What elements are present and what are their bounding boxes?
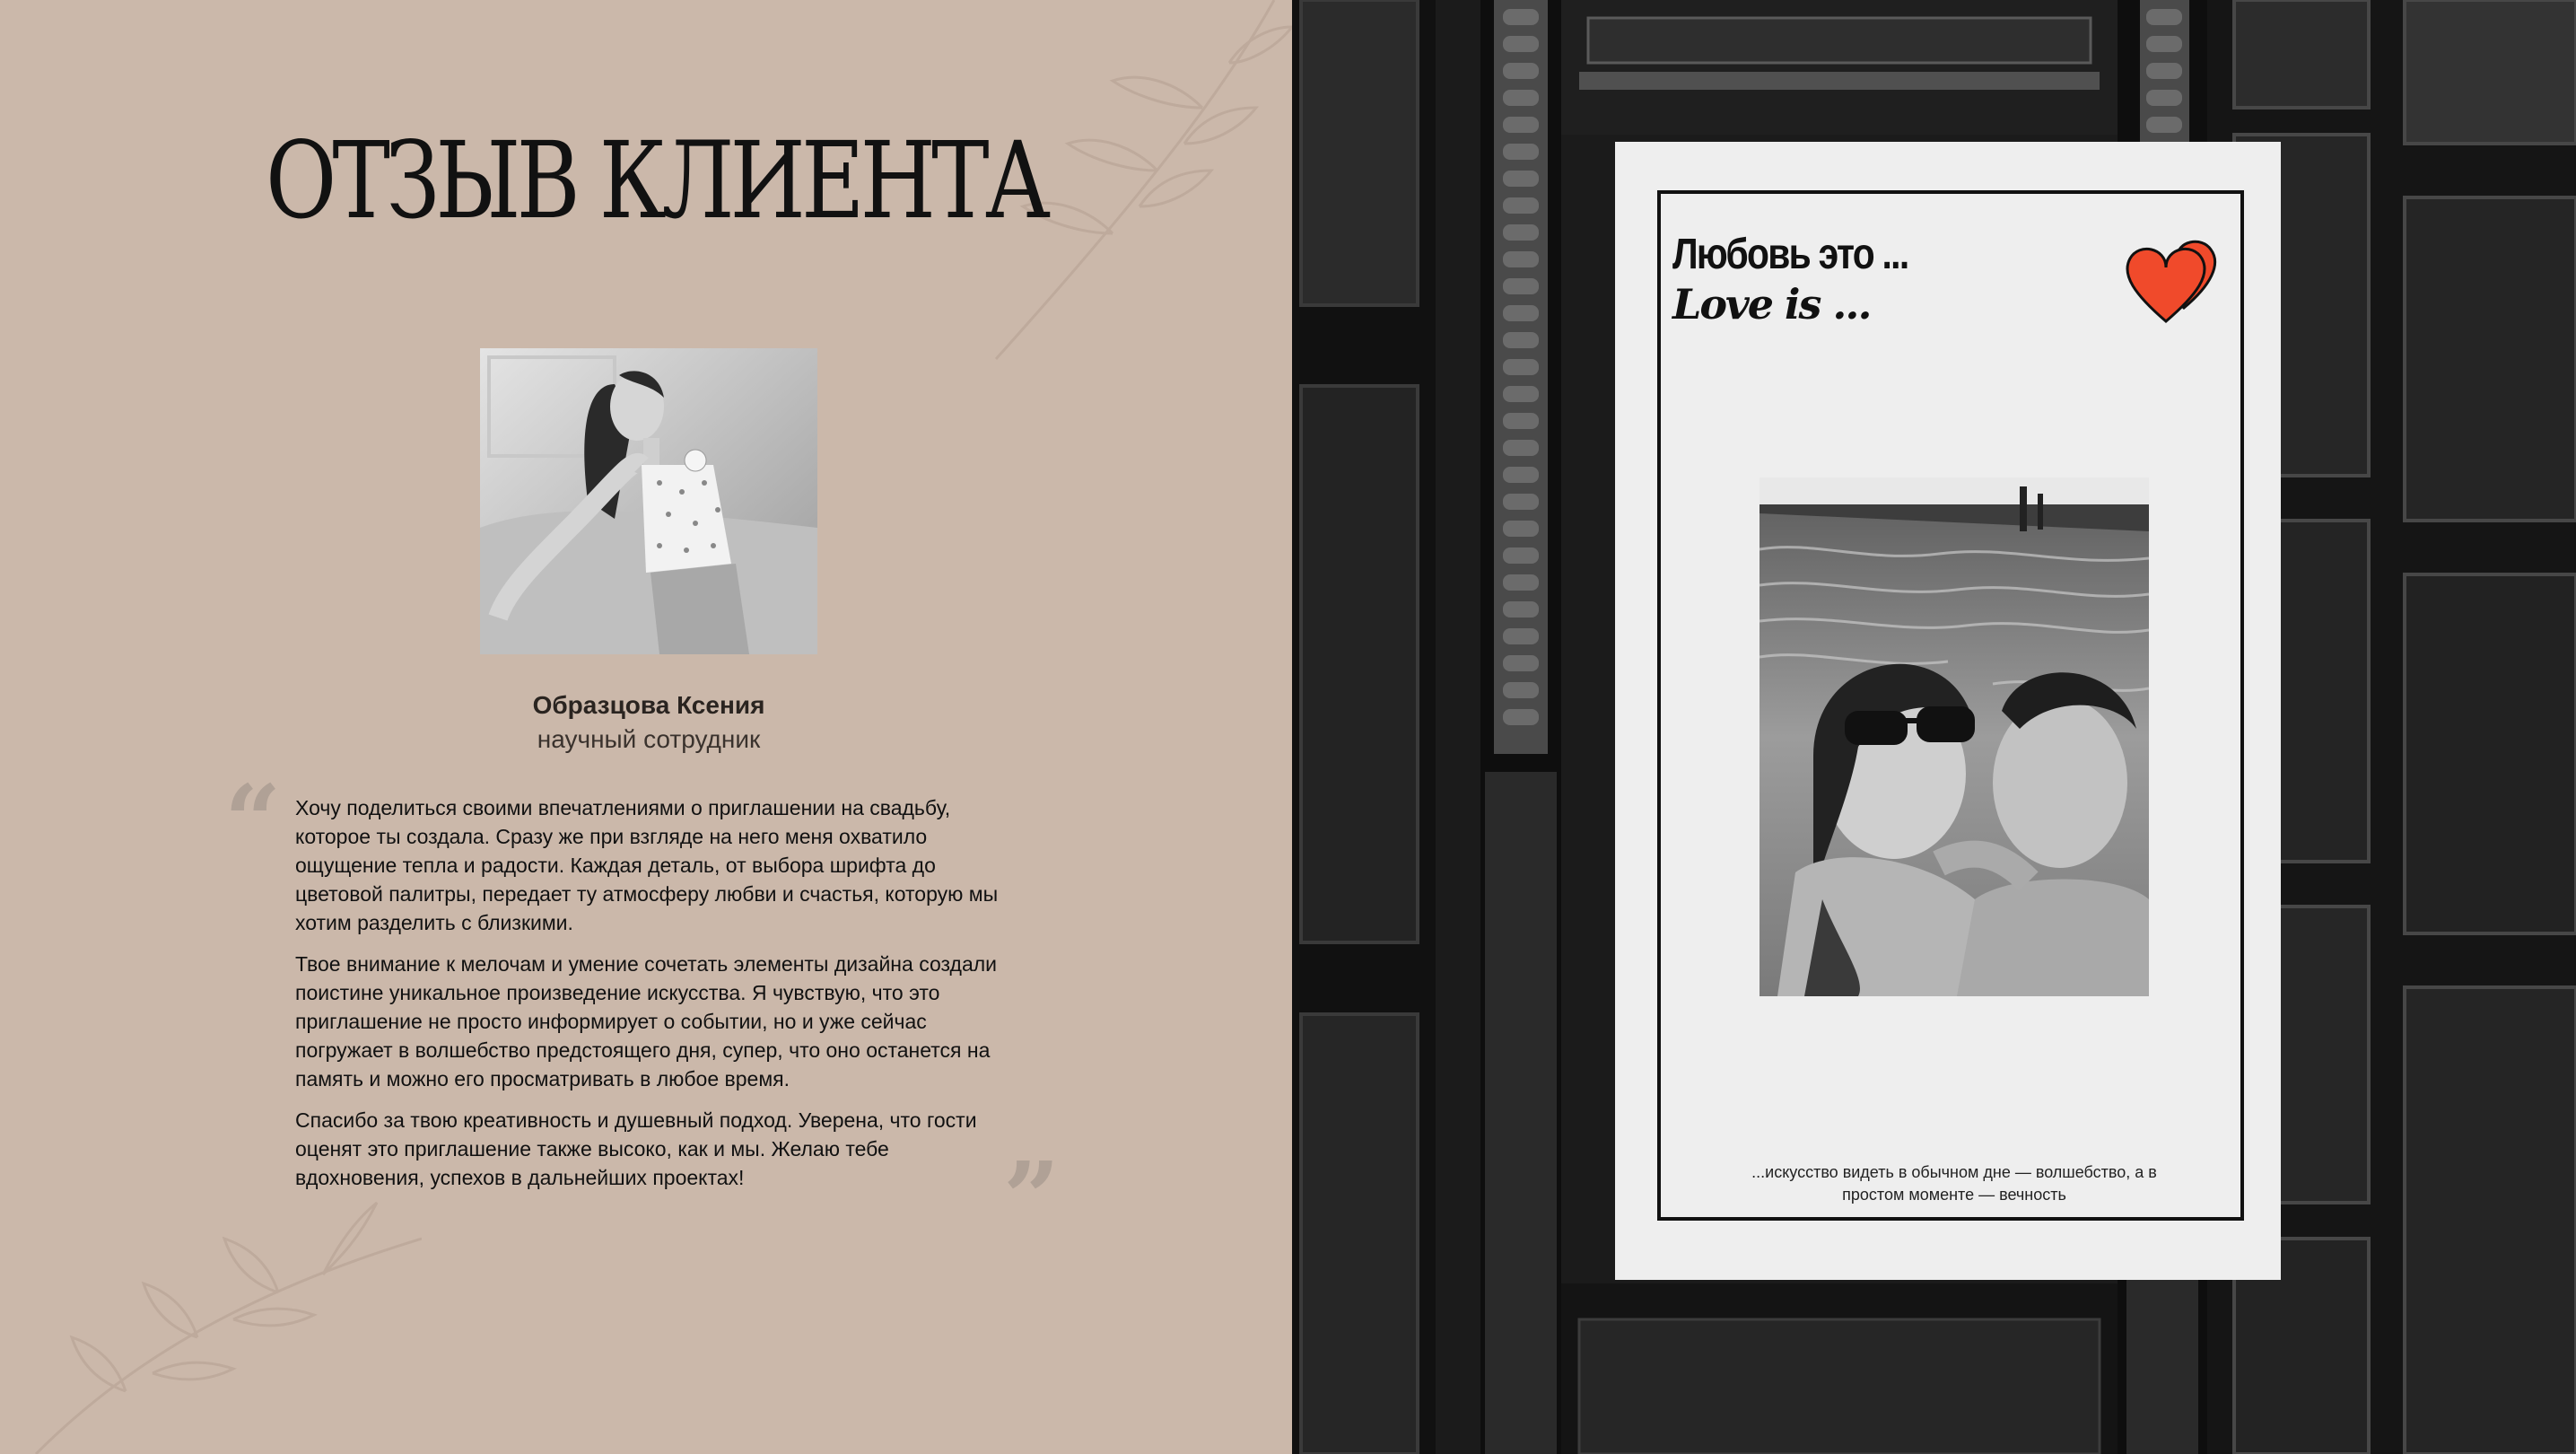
review-paragraph: Твое внимание к мелочам и умение сочетать элементы дизайна создали поистине уникальное произведение искусства. Я чувствую, что это приглашение не просто информирует о событии, но и уже сейчас погружает в волшебство предстоящего дня, супер, что оно останется на память и можно его просматривать в любое время. xyxy=(295,952,997,1090)
poster-caption-line: простом моменте — вечность xyxy=(1842,1186,2066,1204)
leaf-branch-decoration-bottom xyxy=(18,1185,422,1454)
poster-caption-line: ...искусство видеть в обычном дне — волшебство, а в xyxy=(1751,1163,2157,1181)
client-avatar xyxy=(480,348,817,654)
couple-photo xyxy=(1760,477,2149,996)
poster-caption xyxy=(1723,1161,2186,1206)
page-title: ОТЗЫВ КЛИЕНТА xyxy=(266,118,1047,242)
love-is-poster xyxy=(1615,142,2281,1280)
couple-in-water-photo xyxy=(1760,477,2149,996)
close-quote-mark: ” xyxy=(1003,1140,1061,1256)
client-role: научный сотрудник xyxy=(537,725,761,753)
review-paragraph: Хочу поделиться своими впечатлениями о приглашении на свадьбу, которое ты создала. Сразу же при взгляде на него меня охватило ощущение тепла и радости. Каждая деталь, от выбора шрифта до цветовой палитры, передает ту атмосферу любви и счастья, которую мы хотим разделить с близкими. xyxy=(295,796,999,934)
review-paragraph: Спасибо за твою креативность и душевный подход. Уверена, что гости оценят это приглашение также высоко, как и мы. Желаю тебе вдохновения, успехов в дальнейших проектах! xyxy=(295,1108,977,1189)
poster-title-ru: Любовь это ... xyxy=(1672,231,1908,278)
review-text xyxy=(295,793,1013,1204)
poster-title-en: Love is ... xyxy=(1672,280,1871,328)
client-name: Образцова Ксения xyxy=(532,691,765,719)
double-heart-icon xyxy=(2121,232,2229,330)
open-quote-mark: “ xyxy=(224,763,282,879)
woman-portrait-photo xyxy=(480,348,817,654)
